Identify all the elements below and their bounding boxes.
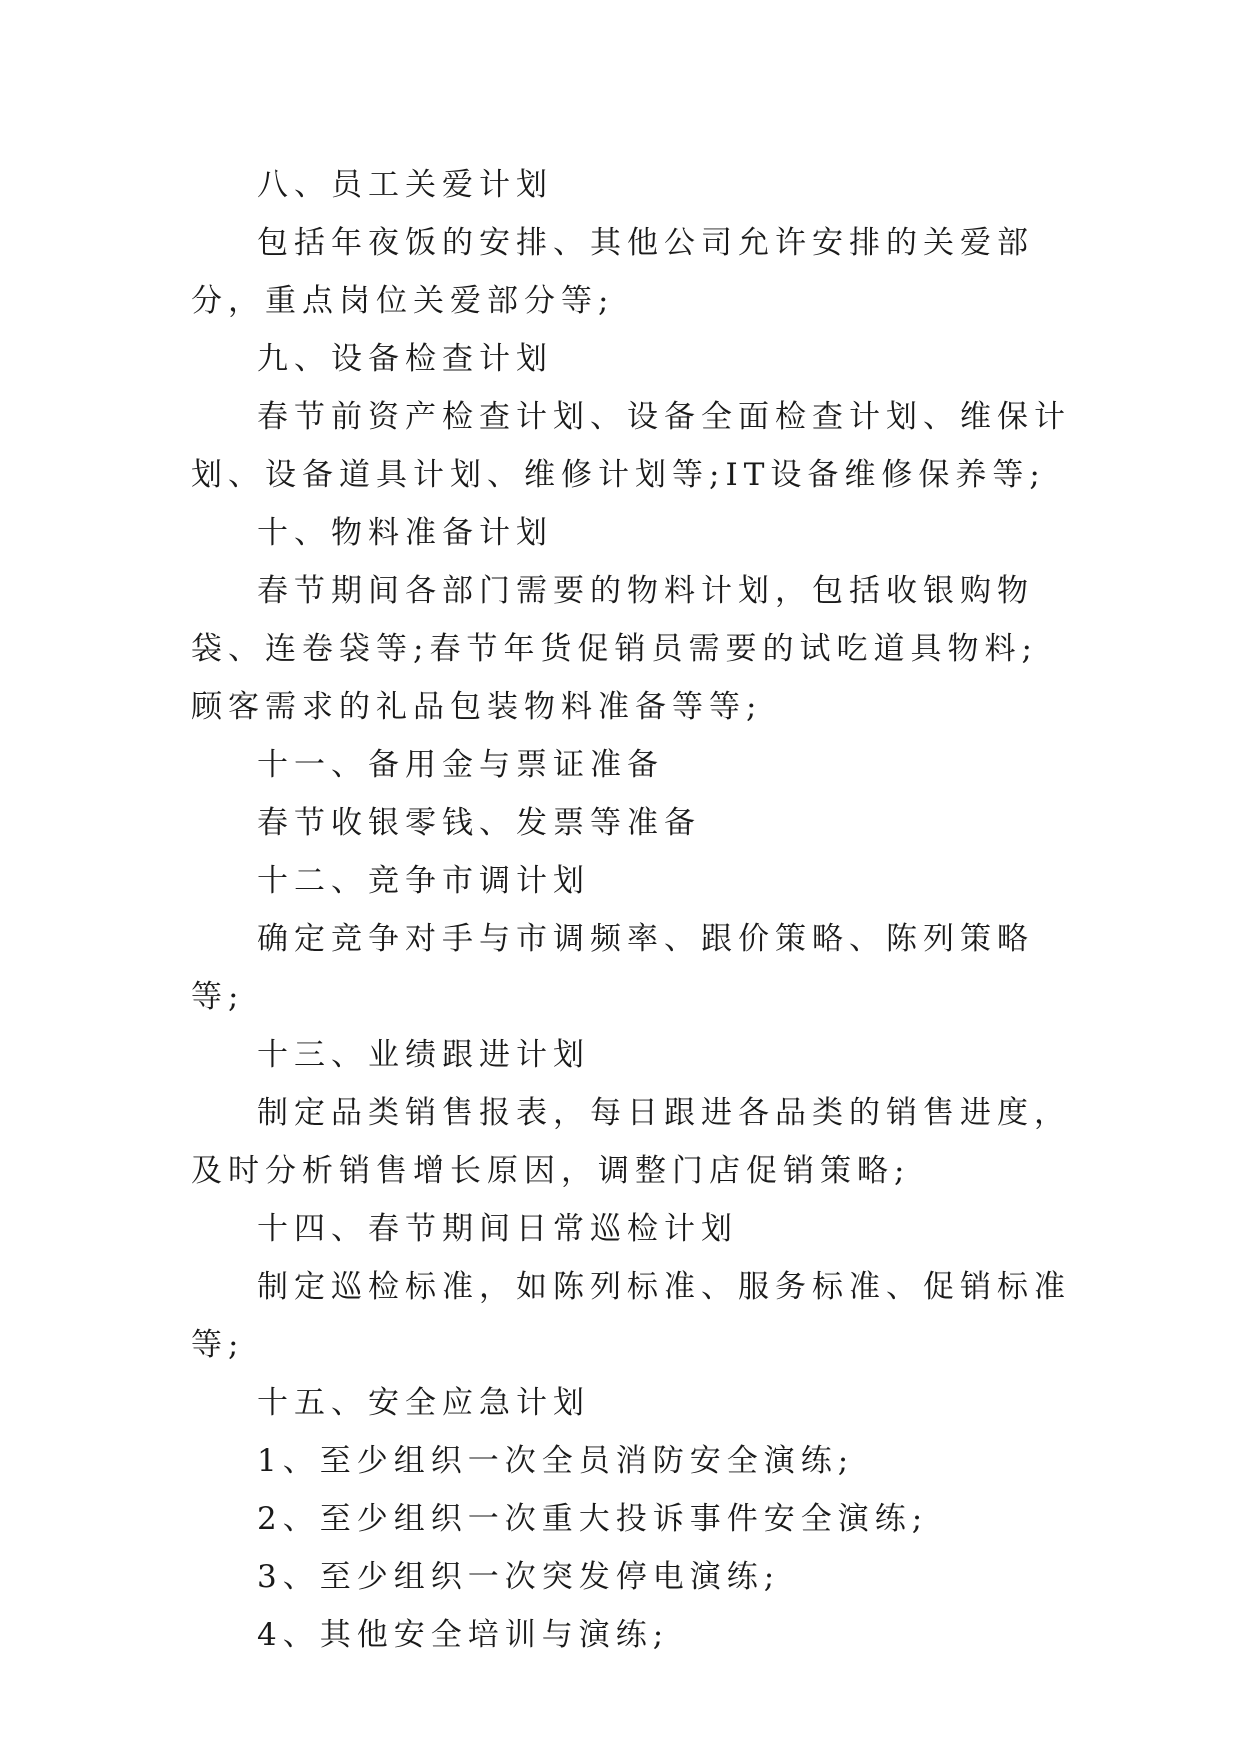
- list-item-safety-3: 3、至少组织一次突发停电演练;: [257, 1559, 781, 1595]
- list-item-safety-4: 4、其他安全培训与演练;: [257, 1617, 670, 1653]
- section-heading-safety: 十五、安全应急计划: [257, 1385, 590, 1421]
- paragraph-inspection: 制定巡检标准，如陈列标准、服务标准、促销标准等;: [191, 1269, 1071, 1363]
- paragraph-materials: 春节期间各部门需要的物料计划，包括收银购物袋、连卷袋等;春节年货促销员需要的试吃道具物料;顾客需求的礼品包装物料准备等等;: [191, 573, 1038, 725]
- list-item-safety-2: 2、至少组织一次重大投诉事件安全演练;: [257, 1501, 929, 1537]
- section-heading-performance: 十三、业绩跟进计划: [257, 1037, 590, 1073]
- section-heading-equipment-check: 九、设备检查计划: [257, 341, 553, 377]
- section-heading-petty-cash: 十一、备用金与票证准备: [257, 747, 664, 783]
- paragraph-employee-care: 包括年夜饭的安排、其他公司允许安排的关爱部分，重点岗位关爱部分等;: [191, 225, 1034, 319]
- document-body: [191, 156, 1071, 1664]
- section-heading-inspection: 十四、春节期间日常巡检计划: [257, 1211, 738, 1247]
- section-heading-market-research: 十二、竞争市调计划: [257, 863, 590, 899]
- list-item-safety-1: 1、至少组织一次全员消防安全演练;: [257, 1443, 855, 1479]
- paragraph-market-research: 确定竞争对手与市调频率、跟价策略、陈列策略等;: [191, 921, 1034, 1015]
- section-heading-employee-care: 八、员工关爱计划: [257, 167, 553, 203]
- paragraph-performance: 制定品类销售报表，每日跟进各品类的销售进度，及时分析销售增长原因，调整门店促销策略;: [191, 1095, 1071, 1189]
- paragraph-equipment-check: 春节前资产检查计划、设备全面检查计划、维保计划、设备道具计划、维修计划等;IT设备维修保养等;: [191, 399, 1071, 493]
- paragraph-petty-cash: 春节收银零钱、发票等准备: [257, 805, 701, 841]
- section-heading-materials: 十、物料准备计划: [257, 515, 553, 551]
